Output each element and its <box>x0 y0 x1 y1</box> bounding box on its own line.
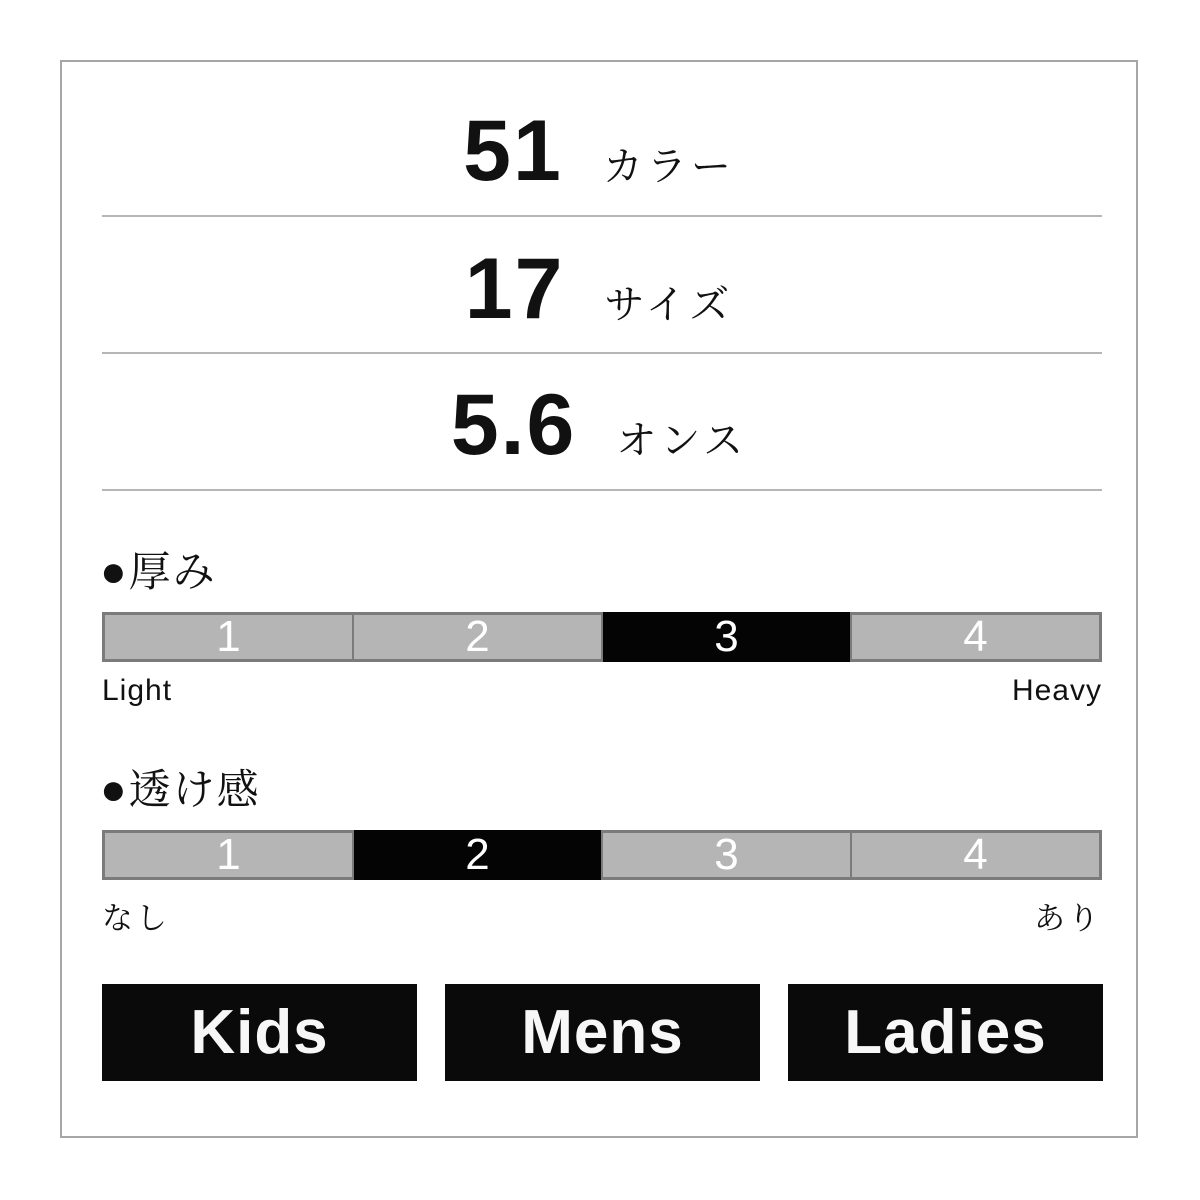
sheerness-label-text: 透け感 <box>128 766 261 813</box>
size-count: 17 <box>464 241 565 337</box>
divider <box>102 489 1102 491</box>
segment-number: 2 <box>465 612 490 661</box>
thickness-endpoints <box>102 674 1102 708</box>
bullet-icon: ● <box>100 547 129 597</box>
segment-number: 4 <box>963 830 988 879</box>
sheerness-scale-bar <box>102 830 1102 880</box>
segment-number: 1 <box>216 612 241 661</box>
sheerness-label <box>100 767 261 813</box>
ounce-value: 5.6 <box>450 377 577 473</box>
bullet-icon: ● <box>100 765 129 815</box>
scale-segment-1 <box>105 612 352 661</box>
sheerness-endpoints <box>102 893 1102 938</box>
thickness-label-text: 厚み <box>128 548 217 595</box>
segment-number: 3 <box>714 612 739 661</box>
sheerness-left-label: なし <box>102 901 170 936</box>
scale-segment-2 <box>352 612 601 661</box>
ounce-unit: オンス <box>616 419 748 463</box>
scale-segment-3 <box>601 830 850 879</box>
ladies-button[interactable]: Ladies <box>788 984 1103 1081</box>
segment-number: 3 <box>714 830 739 879</box>
stat-row-colors <box>62 103 1136 199</box>
color-count-unit: カラー <box>602 145 735 189</box>
segment-number: 2 <box>465 830 490 879</box>
thickness-left-label: Light <box>102 674 173 707</box>
stat-row-ounces <box>62 377 1136 473</box>
thickness-label <box>100 549 217 595</box>
divider <box>102 215 1102 217</box>
segment-number: 1 <box>216 830 241 879</box>
content-frame <box>60 60 1138 1138</box>
segment-number: 4 <box>963 612 988 661</box>
kids-button[interactable]: Kids <box>102 984 417 1081</box>
size-count-unit: サイズ <box>604 283 734 327</box>
divider <box>102 352 1102 354</box>
mens-button[interactable]: Mens <box>445 984 760 1081</box>
scale-segment-3 <box>601 612 850 662</box>
scale-segment-4 <box>850 612 1099 661</box>
scale-segment-1 <box>105 830 352 879</box>
thickness-scale-bar <box>102 612 1102 662</box>
scale-segment-2 <box>352 830 601 880</box>
category-buttons <box>102 984 1103 1081</box>
thickness-right-label: Heavy <box>1011 674 1102 707</box>
stat-row-sizes <box>62 241 1136 337</box>
scale-segment-4 <box>850 830 1099 879</box>
color-count: 51 <box>463 103 563 199</box>
sheerness-right-label: あり <box>1034 901 1102 936</box>
